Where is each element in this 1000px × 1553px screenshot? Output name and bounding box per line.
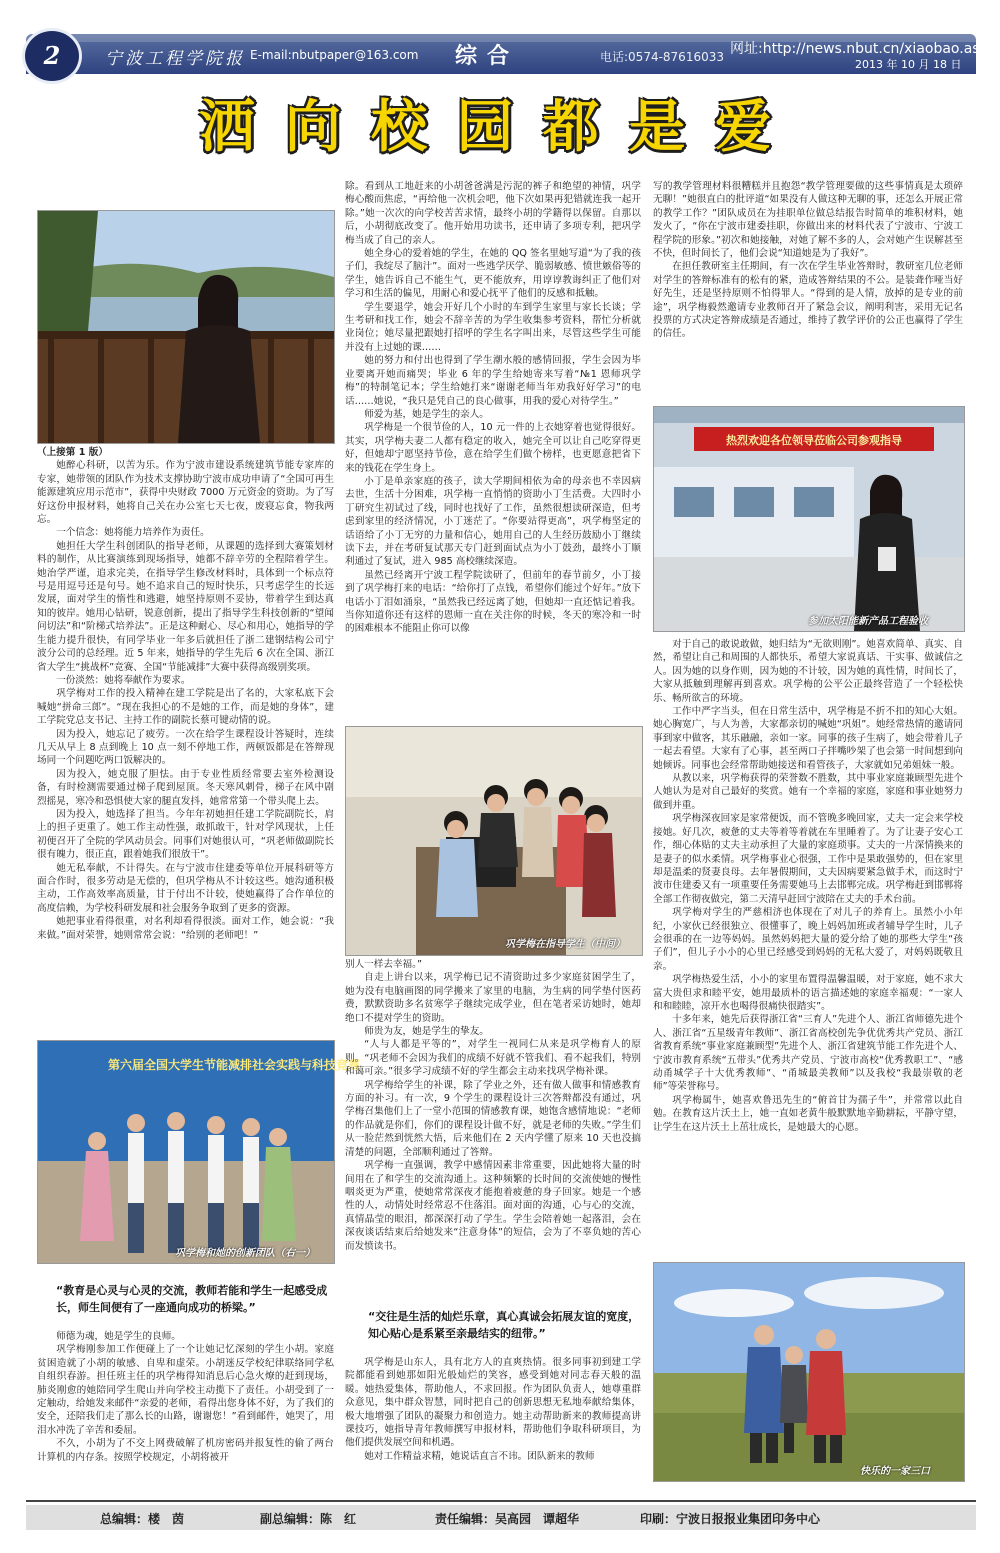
paragraph: 一份淡然：她将奉献作为要求。 xyxy=(56,674,191,686)
column-3-middle xyxy=(653,638,963,1242)
paragraph: 她无私奉献，不计得失。在与宁波市住建委等单位开展科研等方面合作时，很多劳动是无偿的，但巩学梅从不计较这些。她沟通积极主动，工作高效率高质量，甘于付出不计较，使她赢得了合作单位的高度信赖，为学校科研发展和社会服务争取到了更多的资源。 xyxy=(37,862,334,914)
photo-inspection-caption: 参加太阳能新产品工程验收 xyxy=(808,616,928,627)
column-3 xyxy=(653,180,963,402)
paragraph: 一个信念：她将能力培养作为责任。 xyxy=(56,527,210,539)
column-2 xyxy=(345,180,641,725)
page-number-badge: 2 xyxy=(22,28,82,84)
paragraph: 师德为魂，她是学生的良师。 xyxy=(56,1331,181,1342)
phone: 电话:0574-87616033 xyxy=(600,50,724,64)
website-link[interactable]: 网址:http://news.nbut.cn/xiaobao.asp xyxy=(730,41,989,57)
paragraph: 因为投入，她忘记了疲劳。一次在给学生课程设计答疑时，连续几天从早上 8 点到晚上 10 点一刻不停地工作，两顿饭都是在答辩现场同一个问题吃两口饭解决的。 xyxy=(37,728,334,767)
inspection-banner: 热烈欢迎各位领导莅临公司参观指导 xyxy=(726,434,902,447)
photo-team-caption: 巩学梅和她的创新团队（右一） xyxy=(175,1248,315,1259)
paragraph: 巩学梅是一个很节俭的人，10 元一件的上衣她穿着也觉得很好。其实，巩学梅夫妻二人都有稳定的收入，她完全可以让自己吃穿得更好，但她却宁愿坚持节俭，意在给学生们做个榜样，也更愿意把省下来的钱花在学生身上。 xyxy=(345,422,641,474)
paragraph: 她把事业看得很重，对名利却看得很淡。面对工作，她会说：“我来做。”面对荣誉，她则常常会说：“给别的老师吧！” xyxy=(37,916,334,941)
paragraph: 她全身心的爱着她的学生，在她的 QQ 签名里她写道“为了我的孩子们，我绽尽了脑汁”。面对一些逃学厌学、脆弱敏感、愤世嫉俗等的学生，她告诉自己不能生气，更不能放弃，用谆谆教诲纠正了他们对学习和生活的偏见，用耐心和爱心抚平了他们的反感和抵触。 xyxy=(345,248,641,300)
section-title: 综合 xyxy=(455,44,520,69)
photo-inspection xyxy=(653,406,965,632)
paragraph: 她担任大学生科创团队的指导老师，从课题的选择到大赛策划材料的制作，从比赛演练到现场指导，她都不辞辛劳的全程陪着学生。她治学严谨，追求完美，在指导学生修改材料时，具体到一个标点符号是用逗号还是句号。她不追求自己的短时快乐，只考虑学生的长远发展，面对学生的惰性和逃避，她坚持原则不妥协，带着学生到达真知的彼岸。她用心钻研，锐意创新，提出了指导学生科技创新的“望闻问切法”和“阶梯式培养法”。正是这种耐心、尽心和用心，她指导的学生能力提升很快，有同学毕业一年多后就担任了浙二建钢结构公司宁波分公司的总经理。近 5 年来，她指导的学生先后 6 次在全国、浙江省大学生“挑战杯”竞赛、全国“节能减排”大赛中获得高级别奖项。 xyxy=(37,540,334,673)
paragraph: 师贵为友，她是学生的挚友。 xyxy=(364,1026,489,1038)
column-2-middle xyxy=(345,958,641,1303)
paragraph: 十多年来，她先后获得浙江省“三育人”先进个人、浙江省师德先进个人、浙江省“五星级青年教师”、浙江省高校创先争优优秀共产党员、浙江省教育系统“事业家庭兼顾型”先进个人、浙江省建筑节能工作先进个人、宁波市教育系统“五带头”优秀共产党员、宁波市高校“优秀教职工”、“感动甬城学子十大优秀教师”、“甬城最美教师”以及我校“我最崇敬的老师”等荣誉称号。 xyxy=(653,1014,963,1093)
paragraph: 巩学梅属牛，她喜欢鲁迅先生的“俯首甘为孺子牛”，并常常以此自勉。在教育这片沃土上，她一直如老黄牛般默默地辛勤耕耘，平静守望，让学生在这片沃土上茁壮成长，是她最大的心愿。 xyxy=(653,1094,963,1133)
paragraph: 巩学梅刚参加工作便碰上了一个让她记忆深刻的学生小胡。家庭贫困造就了小胡的敏感、自卑和虚荣。小胡迷反学校纪律联络同学私自组织春游。担任班主任的巩学梅得知消息后心急火燎的赶到现场，肺炎刚愈的她陪同学生爬山并向学校主动揽下了责任。小胡受到了一定触动，给她发来邮件“亲爱的老师，看得出您身体不好，为了我们的安全，还陪我们走了那么长的山路，谢谢您！”看到邮件，她哭了，用泪水冲洗了辛苦和委屈。 xyxy=(37,1344,334,1436)
footer-responsible-editor: 责任编辑：吴高园 谭超华 xyxy=(435,1512,580,1526)
issue-date: 2013 年 10 月 18 日 xyxy=(855,58,962,71)
paragraph: 小丁是单亲家庭的孩子，读大学期间相依为命的母亲也不幸因病去世，生活十分困难，巩学梅一直悄悄的资助小丁生活费。大四时小丁研究生初试过了线，同时也找好了工作，虽然很想读研深造，但考虑到家里的经济情况，小丁迷茫了。“你要站得更高”，巩学梅坚定的话语给了小丁无穷的力量和信心，她用自己的人生经历鼓励小丁继续读下去，并在考研复试那天专门赶到面试点为小丁鼓劲，最终小丁顺利通过了复试，进入 985 高校继续深造。 xyxy=(345,475,641,568)
photo-team xyxy=(37,1040,361,1264)
photo-family-caption: 快乐的一家三口 xyxy=(860,1466,930,1477)
paragraph: 师爱为基，她是学生的亲人。 xyxy=(364,408,489,420)
paragraph: 对于自己的敢说敢做，她归结为“无欲则刚”。她喜欢简单、真实、自然，希望让自己和周围的人都快乐，希望大家说真话、干实事、做诚信之人。因为她的以身作则，因为她的不计较，因为她的真性情，时间长了，大家从抵触到理解再到喜欢。巩学梅的公平公正最终营造了一个轻松快乐、畅所欲言的环境。 xyxy=(653,639,963,704)
paragraph: 因为投入，她克服了胆怯。由于专业性质经常要去室外检测设备，有时检测需要通过梯子爬到屋顶。冬天寒风刺骨，梯子在风中剧烈摇晃，寒冷和恐惧使大家的腿直发抖，她常常第一个带头爬上去。 xyxy=(37,768,334,807)
paragraph: 她的努力和付出也得到了学生潮水般的感情回报，学生会因为毕业要离开她而痛哭；毕业 6 年的学生给她寄来写着“№1 恩师巩学梅”的特制笔记本；学生给她打来“谢谢老师当年劝我好好学习”的电话……她说，“我只是凭自己的良心做事，用我的爱心对待学生。” xyxy=(345,355,641,407)
pull-quote-1: “教育是心灵与心灵的交流，教师若能和学生一起感受成长，师生间便有了一座通向成功的桥梁。” xyxy=(56,1284,328,1314)
paper-name: 宁波工程学院报 xyxy=(105,49,245,69)
paragraph: 巩学梅对工作的投入精神在建工学院是出了名的，大家私底下会喊她“拼命三郎”。“现在我担心的不是她的工作，而是她的身体”，建工学院党总支书记、主持工作的副院长蔡可键动情的说。 xyxy=(37,688,334,727)
column-2-bottom xyxy=(345,1356,641,1482)
team-banner: 第六届全国大学生节能减排社会实践与科技竞赛 xyxy=(108,1058,361,1072)
team-scene xyxy=(38,1041,361,1263)
paragraph: 自走上讲台以来，巩学梅已记不清资助过多少家庭贫困学生了，她为没有电脑画图的同学搬来了家里的电脑，为生病的同学垫付医药费，默默资助多名贫寒学子继续完成学业，但在笔者采访她时，她却绝口不提对学生的资助。 xyxy=(345,972,641,1024)
footer-rule xyxy=(26,1500,976,1502)
paragraph: 巩学梅深夜回家是家常便饭，而不管晚多晚回家，丈夫一定会来学校接她。好几次，疲惫的丈夫等着等着就在车里睡着了。为了让妻子安心工作，细心体贴的丈夫主动承担了大量的家庭琐事。丈夫的一片深情换来的是妻子的似水柔情。巩学梅事业心很强，工作中是果敢强势的，但在家里却是温柔的贤妻良母。去年暑假期间，丈夫因病要紧急做手术，而这时宁波市住建委又有一项重要任务需要她马上去邯郸完成。巩学梅赶到邯郸将全部工作彻夜做完，第二天清早赶回宁波陪在丈夫的手术台前。 xyxy=(653,813,963,905)
paragraph: 写的教学管理材料很糟糕并且抱怨“教学管理要做的这些事情真是太琐碎无聊！”她很直白的批评道“如果没有人做这种无聊的事，还怎么开展正常的教学工作？”团队成员在为挂职单位做总结报告时简单的堆积材料，她发火了，“你在宁波市建委挂职，你做出来的材料代表了宁波市、宁波工程学院的形象。”初次和她接触，对她了解不多的人，会对她产生误解甚至不快，但时间长了，他们会说“知道她是为了我好”。 xyxy=(653,181,963,260)
footer-printer: 印刷：宁波日报报业集团印务中心 xyxy=(640,1512,821,1526)
paragraph: 因为投入，她选择了担当。今年年初她担任建工学院副院长，肩上的担子更重了。她工作主动性强，敢抓敢干，针对学风现状，上任初便召开了全院的学风动员会。同事们对她很认可，“巩老师做副院长很有魄力，很正直，跟着她我们很放干”。 xyxy=(37,808,334,861)
footer-deputy-editor: 副总编辑：陈 红 xyxy=(260,1512,357,1526)
paragraph: 她醉心科研，以苦为乐。作为宁波市建设系统建筑节能专家库的专家，她带领的团队作为技术支撑协助宁波市成功申请了“全国可再生能源建筑应用示范市”，获得中央财政 7000 万元资金的资助。为了写好这份申报材料，她将自己关在办公室七天七夜，废寝忘食，物我两忘。 xyxy=(37,460,334,526)
paragraph: 除。看到从工地赶来的小胡爸爸满是污泥的裤子和绝望的神情，巩学梅心酸而焦虑，“再给他一次机会吧，他下次如果再犯错就连我一起开除。”她一次次的向学校苦苦求情，最终小胡的学籍得以保留。自那以后，小胡彻底改变了。他开始用功读书，还申请了多项专利，把巩学梅当成了自己的亲人。 xyxy=(345,181,641,246)
paragraph: 巩学梅热爱生活，小小的家里布置得温馨温暖，对于家庭，她不求大富大贵但求和睦平安，她用最质朴的语言描述她的家庭幸福观：“一家人和和睦睦，凉开水也喝得很痛快很踏实”。 xyxy=(653,974,963,1012)
photo-guiding xyxy=(345,726,643,956)
guiding-scene xyxy=(346,727,642,955)
paragraph: 巩学梅是山东人，具有北方人的直爽热情。很多同事初到建工学院都能看到她那如阳光般灿烂的笑容，感受到她对同志春天般的温暖。她热爱集体，帮助他人，不求回报。作为团队负责人，她尊重群众意见，集中群众智慧，同时把自己的创新思想无私地奉献给集体，极大地增强了团队的凝聚力和创造力。她主动帮助新来的教师提高讲课技巧，她指导青年教师撰写申报材料，帮助他们争取科研项目，为他们提供发展空间和机遇。 xyxy=(345,1357,641,1449)
family-scene xyxy=(654,1263,964,1481)
column-1-bottom xyxy=(37,1330,334,1482)
paragraph: “人与人都是平等的”，对学生一视同仁从来是巩学梅育人的原则。“巩老师不会因为我们的成绩不好就不管我们、看不起我们，特别和蔼可亲。”很多学习成绩不好的学生都会主动来找巩学梅补课。 xyxy=(345,1039,641,1078)
portrait-scene xyxy=(38,211,334,443)
paragraph: 从教以来，巩学梅获得的荣誉数不胜数，其中事业家庭兼顾型先进个人她认为是对自己最好的奖赏。她有一个幸福的家庭，家庭和事业她努力做到并重。 xyxy=(653,773,963,811)
inspection-scene xyxy=(654,407,964,631)
paragraph: 巩学梅一直强调，教学中感情因素非常重要，因此她将大量的时间用在了和学生的交流沟通上。这种频繁的长时间的交流使她的慢性咽炎更为严重，使她常常深夜才能抱着疲惫的身子回家。她是一个感性的人，动情处时经常忍不住落泪。面对面的沟通，心与心的交流，真情晶莹的眼泪，都深深打动了学生。学生会陪着她一起落泪，会在深夜谈话结束后给她发来“注意身体”的短信，会为了不辜负她的苦心而发愤读书。 xyxy=(345,1160,641,1252)
column-1 xyxy=(37,446,334,1028)
paragraph: 虽然已经离开宁波工程学院读研了，但前年的春节前夕，小丁接到了巩学梅打来的电话：“给你打了点钱，希望你们能过个好年。”放下电话小丁泪如涌泉，“虽然我已经远离了她，但她却一直还惦记着我。当你知道你还有这样的恩师一直在关注你的时候，冬天的寒冷和一时的困难根本不能阻止你可以像 xyxy=(345,569,641,635)
paragraph: 在担任教研室主任期间，有一次在学生毕业答辩时，教研室几位老师对学生的答辩标准有的松有的紧，造成答辩结果的不公。是装聋作哑当好好先生，还是坚持原则不怕得罪人。“得到的是人情，放掉的是专业的前途”，巩学梅毅然邀请专业教师召开了紧急会议，阐明利害，采用无记名投票的方式决定答辩成绩是否通过，维持了教学评价的公正也赢得了学生的信任。 xyxy=(653,261,963,340)
photo-family xyxy=(653,1262,965,1482)
paragraph: 巩学梅给学生的补课，除了学业之外，还有做人做事和情感教育方面的补习。有一次，9 个学生的课程设计三次答辩都没有通过，巩学梅召集他们上了一堂小范围的情感教育课，她饱含感情地说：“老师的作品就是你们，你们的课程设计做不好，就是老师的失败。”学生们从一脸茫然到恍然大悟，后来他们在 2 天内学懂了原来 10 天也没搞清楚的问题，全部顺利通过了答辩。 xyxy=(345,1079,641,1158)
paragraph: 工作中严字当头，但在日常生活中，巩学梅是不折不扣的知心大姐。她心胸宽广，与人为善，大家都亲切的喊她“巩姐”。她经常热情的邀请同事到家中做客，其乐融融，亲如一家。同事的孩子生病了，她会带着儿子一起去看望。大家有了心事，甚至两口子拌嘴吵架了也会第一时间想到向她倾诉。同事也会经常帮助她接送和看管孩子，大家就如兄弟姐妹一般。 xyxy=(653,706,963,771)
continued-note: （上接第 1 版） xyxy=(37,447,108,458)
email[interactable]: E-mail:nbutpaper@163.com xyxy=(250,48,419,62)
pull-quote-2: “交往是生活的灿烂乐章，真心真诚会拓展友谊的宽度，知心贴心是系紧至亲最结实的纽带。” xyxy=(368,1310,640,1340)
paragraph: 学生要退学，她会开好几个小时的车到学生家里与家长长谈；学生考研和找工作，她会不辞辛苦的为学生收集参考资料，帮忙分析就业岗位；她尽量把跟她打招呼的学生名字叫出来，尽管这些学生可能并没有上过她的课…… xyxy=(345,301,641,353)
paragraph: 不久，小胡为了不交上网费破解了机房密码并报复性的偷了两台计算机的内存条。按照学校规定，小胡将被开 xyxy=(37,1438,334,1463)
paragraph: 巩学梅对学生的严慈相济也体现在了对儿子的养育上。虽然小小年纪，小家伙已经很独立、很懂事了，晚上妈妈加班或者辅导学生时，儿子会很乖的在一边等妈妈。虽然妈妈把大量的爱分给了她的那些大学生“孩子们”，但儿子小小的心里已经感受到妈妈的无私大爱了，对妈妈既敬且亲。 xyxy=(653,907,963,972)
photo-portrait xyxy=(37,210,335,444)
paragraph: 她对工作精益求精，她说话直言不讳。团队新来的教师 xyxy=(364,1450,595,1462)
article-title: 洒向校园都是爱 xyxy=(199,94,801,160)
photo-guiding-caption: 巩学梅在指导学生（中间） xyxy=(505,939,625,950)
footer-chief-editor: 总编辑：楼 茵 xyxy=(100,1512,185,1526)
paragraph: 别人一样去幸福。” xyxy=(345,959,422,970)
